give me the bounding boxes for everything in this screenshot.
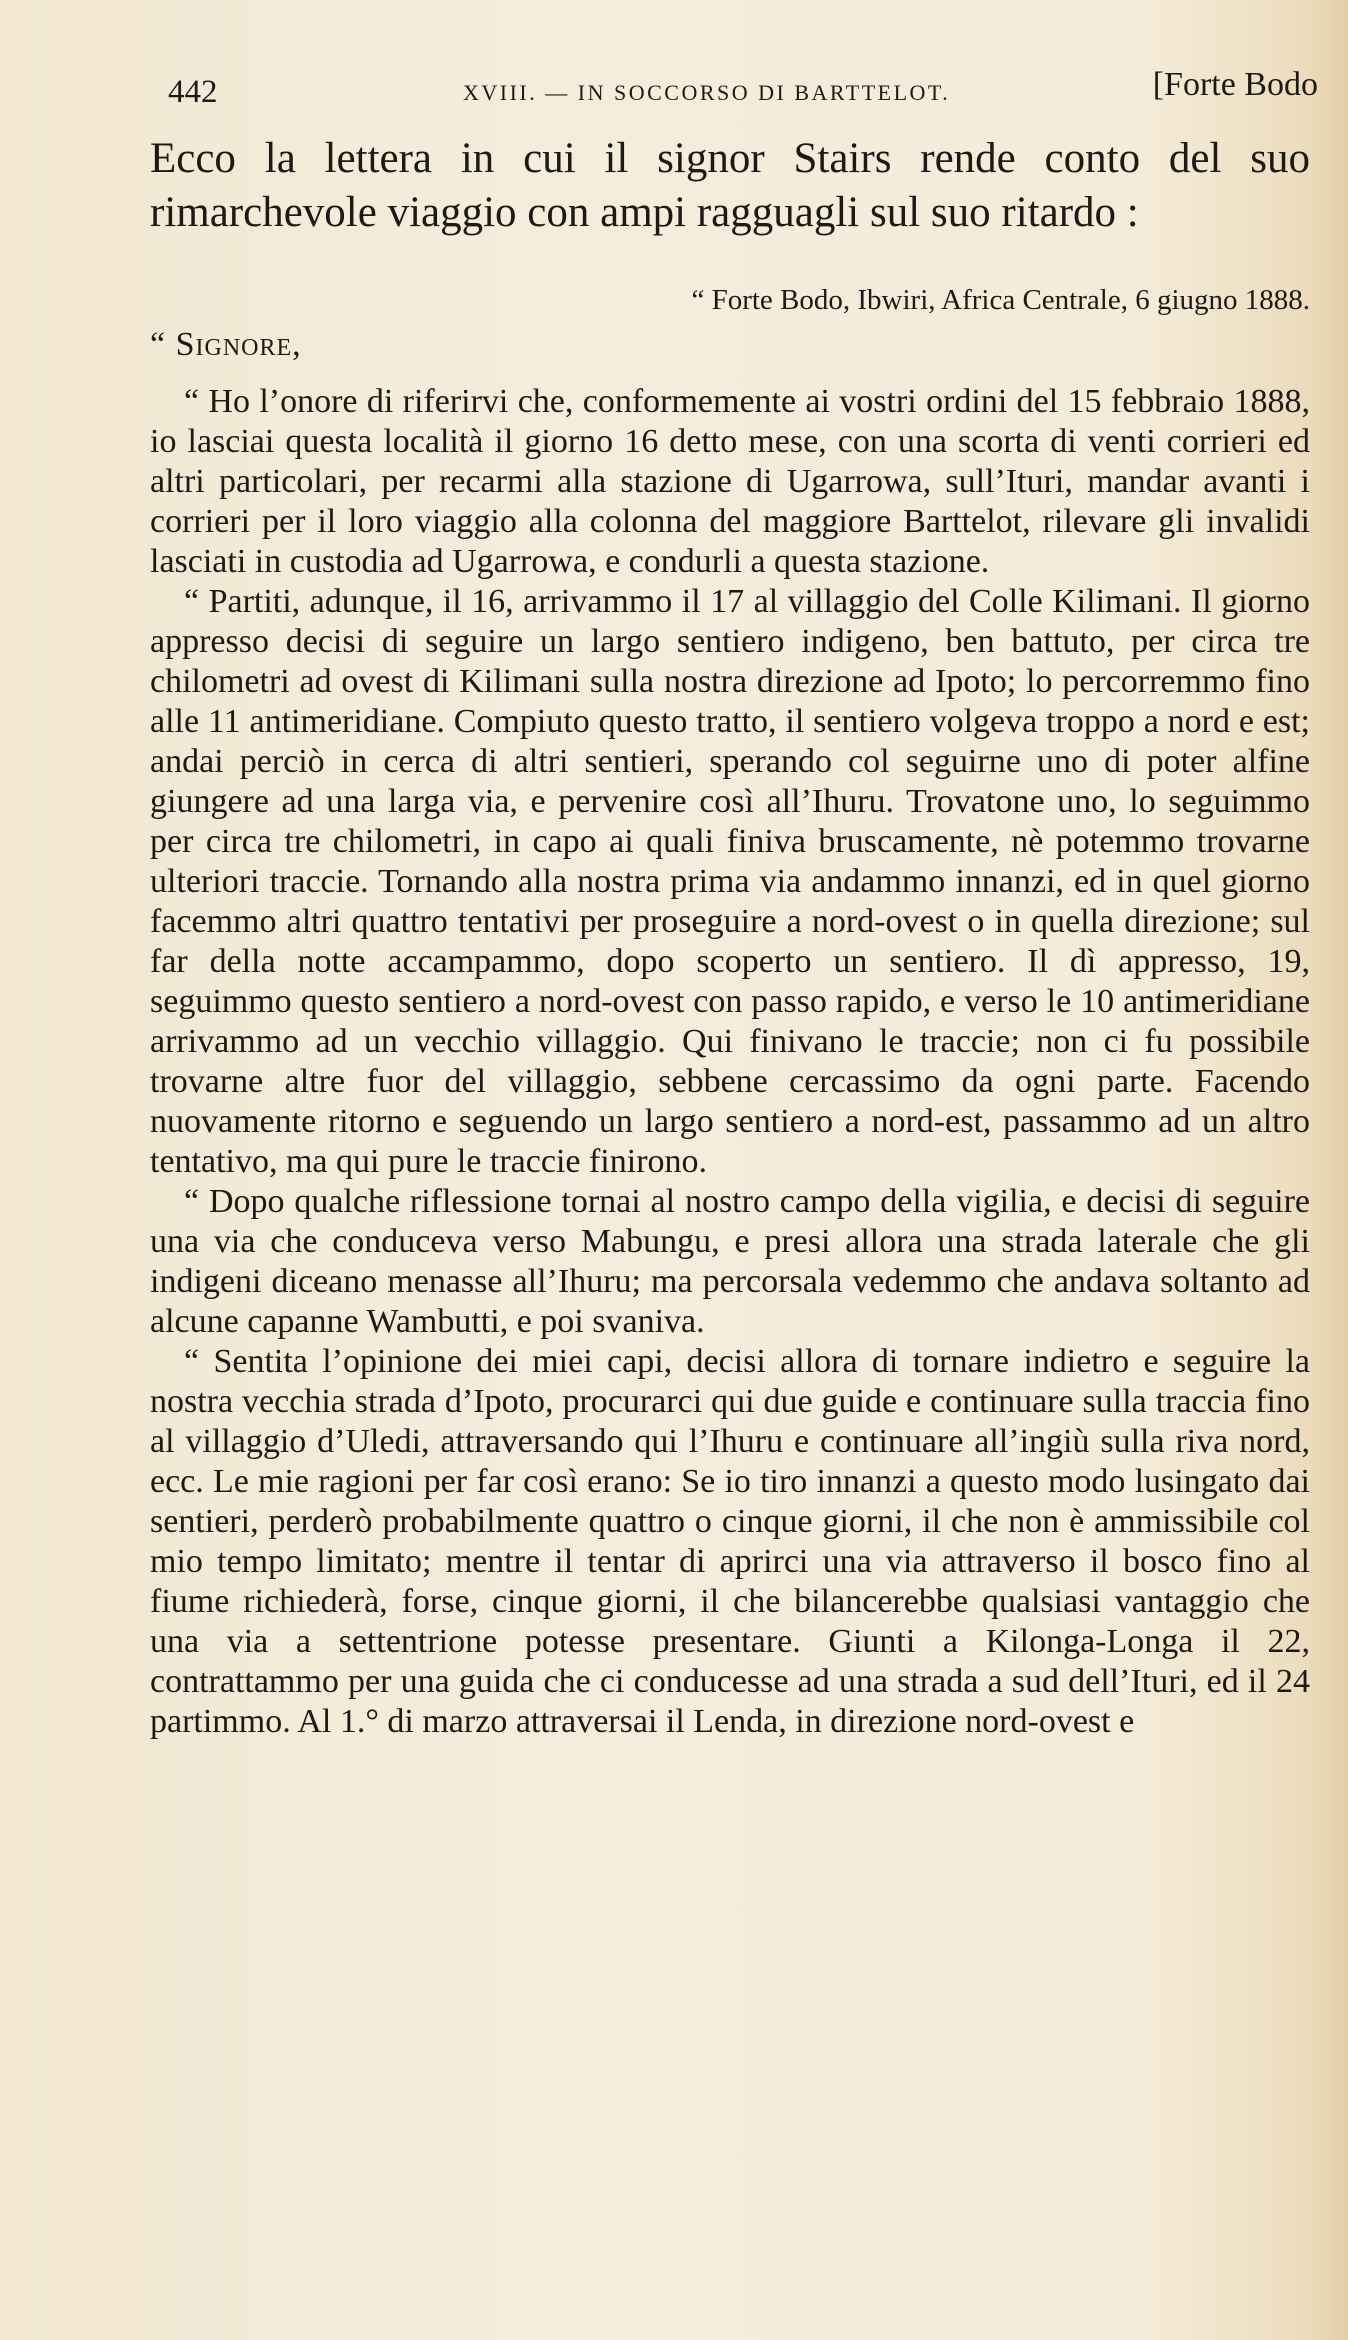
running-title: XVIII. — IN SOCCORSO DI BARTTELOT. bbox=[463, 80, 951, 105]
body-text bbox=[150, 132, 1310, 1742]
letter-paragraph: “ Sentita l’opinione dei miei capi, decisi allora di tornare indietro e seguire la nostra vecchia strada d’Ipoto, procurarci qui due guide e continuare sulla traccia fino al villaggio d’Uledi, attraversando qui l’Ihuru e continuare all’ingiù sulla riva nord, ecc. Le mie ragioni per far così erano: Se io tiro innanzi a questo modo lusingato dai sentieri, perderò probabilmente quattro o cinque giorni, il che non è ammissibile col mio tempo limitato; mentre il tentar di aprirci una via attraverso il bosco fino al fiume richiederà, forse, cinque giorni, il che bilancerebbe qualsiasi vantaggio che una via a settentrione potesse presentare. Giunti a Kilonga-Longa il 22, contrattammo per una guida che ci conducesse ad una strada a sud dell’Ituri, ed il 24 partimmo. Al 1.° di marzo attraversai il Lenda, in direzione nord-ovest e bbox=[150, 1343, 1310, 1740]
letter-paragraph: “ Ho l’onore di riferirvi che, conformemente ai vostri ordini del 15 febbraio 1888, io lasciai questa località il giorno 16 detto mese, con una scorta di venti corrieri ed altri particolari, per recarmi alla stazione di Ugarrowa, sull’Ituri, mandar avanti i corrieri per il loro viaggio alla colonna del maggiore Barttelot, rilevare gli invalidi lasciati in custodia ad Ugarrowa, e condurli a questa stazione. bbox=[150, 383, 1310, 580]
intro-paragraph: Ecco la lettera in cui il signor Stairs rende conto del suo rimarchevole viaggio con ampi ragguagli sul suo ritardo : bbox=[150, 135, 1310, 236]
letter-body bbox=[150, 382, 1310, 1742]
section-mark: [Forte Bodo bbox=[1152, 66, 1318, 103]
page-number: 442 bbox=[168, 74, 218, 110]
letter-salutation bbox=[150, 324, 1310, 366]
letter-paragraph: “ Partiti, adunque, il 16, arrivammo il 17 al villaggio del Colle Kilimani. Il giorno appresso decisi di seguire un largo sentiero indigeno, ben battuto, per circa tre chilometri ad ovest di Kilimani sulla nostra direzione ad Ipoto; lo percorremmo fino alle 11 antimeridiane. Compiuto questo tratto, il sentiero volgeva troppo a nord e est; andai perciò in cerca di altri sentieri, sperando col seguirne uno di poter alfine giungere ad una larga via, e pervenire così all’Ihuru. Trovatone uno, lo seguimmo per circa tre chilometri, in capo ai quali finiva bruscamente, nè potemmo trovarne ulteriori traccie. Tornando alla nostra prima via andammo innanzi, ed in quel giorno facemmo altri quattro tentativi per proseguire a nord-ovest o in quella direzione; sul far della notte accampammo, dopo scoperto un sentiero. Il dì appresso, 19, seguimmo questo sentiero a nord-ovest con passo rapido, e verso le 10 antimeridiane arrivammo ad un vecchio villaggio. Qui finivano le traccie; non ci fu possibile trovarne altre fuor del villaggio, sebbene cercassimo da ogni parte. Facendo nuovamente ritorno e seguendo un largo sentiero a nord-est, passammo ad un altro tentativo, ma qui pure le traccie finirono. bbox=[150, 583, 1310, 1180]
letter-dateline: “ Forte Bodo, Ibwiri, Africa Centrale, 6 giugno 1888. bbox=[691, 284, 1310, 316]
page-header bbox=[168, 62, 1318, 122]
letter-paragraph: “ Dopo qualche riflessione tornai al nostro campo della vigilia, e decisi di seguire una via che conduceva verso Mabungu, e presi allora una strada laterale che gli indigeni diceano menasse all’Ihuru; ma percorsala vedemmo che andava soltanto ad alcune capanne Wambutti, e poi svaniva. bbox=[150, 1183, 1310, 1340]
salutation-text: “ Signore, bbox=[150, 326, 302, 363]
